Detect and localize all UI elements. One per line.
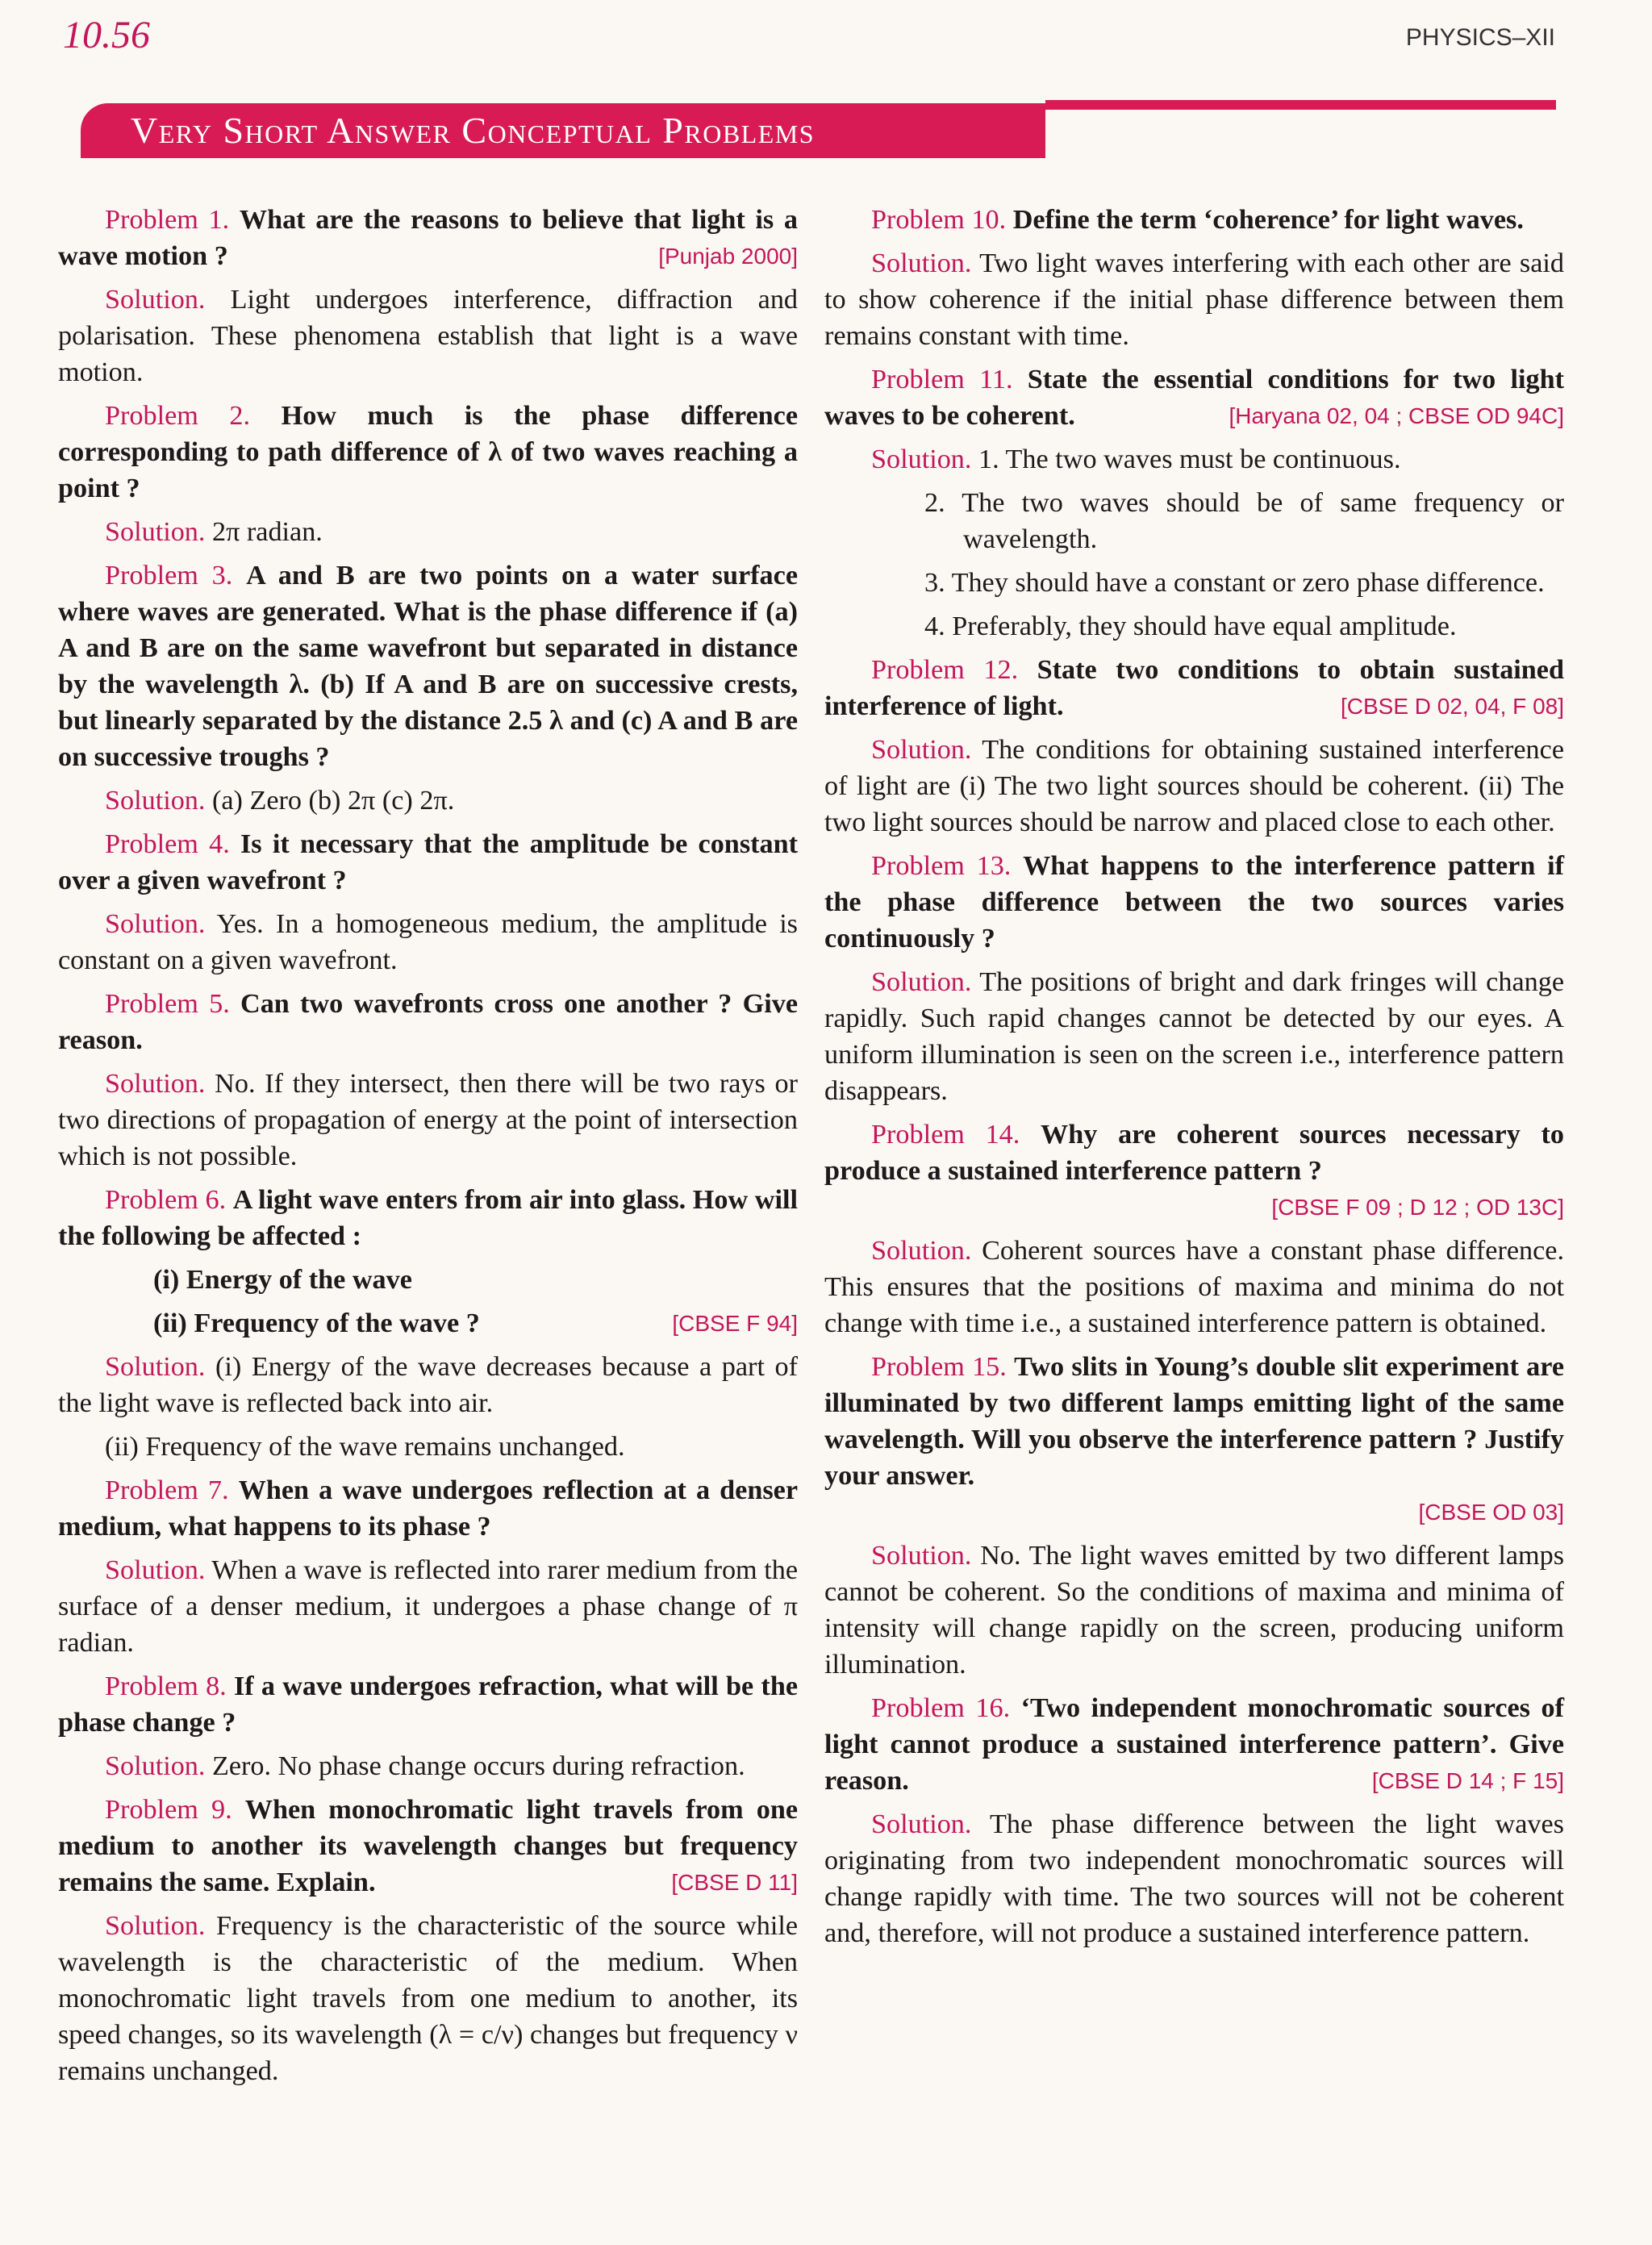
problem-1 bbox=[58, 202, 798, 274]
solution-label: Solution. bbox=[105, 1751, 206, 1781]
solution-label: Solution. bbox=[105, 1911, 206, 1941]
problem-label: Problem 13. bbox=[871, 851, 1012, 881]
right-column bbox=[824, 202, 1564, 1959]
solution-15 bbox=[824, 1538, 1564, 1683]
section-rule bbox=[1045, 100, 1556, 110]
solution-label: Solution. bbox=[871, 1809, 972, 1839]
problem-question: (ii) Frequency of the wave ? bbox=[153, 1308, 480, 1338]
problem-label: Problem 6. bbox=[105, 1185, 227, 1215]
problem-16 bbox=[824, 1690, 1564, 1799]
solution-label: Solution. bbox=[871, 444, 972, 474]
problem-6-part-i: (i) Energy of the wave bbox=[153, 1265, 412, 1295]
problem-label: Problem 11. bbox=[871, 365, 1013, 394]
solution-16 bbox=[824, 1806, 1564, 1951]
problem-reference: [CBSE F 94] bbox=[672, 1311, 798, 1336]
solution-text: Coherent sources have a constant phase difference. This ensures that the positions of maxima and minima do not change with time i.e., a sustained interference pattern is obtained. bbox=[824, 1236, 1564, 1338]
problem-9 bbox=[58, 1792, 798, 1901]
problem-2 bbox=[58, 398, 798, 507]
problem-label: Problem 12. bbox=[871, 655, 1019, 685]
problem-question: A and B are two points on a water surface where waves are generated. What is the phase difference if (a) A and B are on the same wavefront but separated in distance by the wavelength λ. (b) If A and B are on successive crests, but linearly separated by the distance 2.5 λ and (c) A and B are on successive troughs ? bbox=[58, 561, 799, 772]
solution-1 bbox=[58, 282, 798, 390]
solution-text: No. The light waves emitted by two different lamps cannot be coherent. So the conditions of maxima and minima of intensity will change rapidly on the screen, producing uniform illumination. bbox=[824, 1541, 1564, 1680]
problem-question: ‘Two independent monochromatic sources of light cannot produce a sustained interference pattern’. Give reason. bbox=[824, 1693, 1564, 1796]
solution-label: Solution. bbox=[105, 1555, 206, 1585]
problem-question: When monochromatic light travels from one medium to another its wavelength changes but frequency remains the same. Explain. bbox=[58, 1795, 799, 1897]
problem-label: Problem 7. bbox=[105, 1475, 229, 1505]
solution-label: Solution. bbox=[871, 735, 972, 765]
problem-question: Can two wavefronts cross one another ? Give reason. bbox=[58, 989, 798, 1055]
solution-8 bbox=[58, 1748, 798, 1784]
solution-2 bbox=[58, 514, 798, 550]
left-column bbox=[58, 202, 798, 2097]
solution-label: Solution. bbox=[871, 967, 972, 997]
problem-question: Is it necessary that the amplitude be constant over a given wavefront ? bbox=[58, 829, 799, 895]
solution-text: Two light waves interfering with each other are said to show coherence if the initial phase difference between them remains constant with time. bbox=[824, 248, 1565, 351]
solution-text: 1. The two waves must be continuous. bbox=[978, 444, 1401, 474]
problem-reference: [CBSE F 09 ; D 12 ; OD 13C] bbox=[1271, 1195, 1564, 1220]
problem-question: How much is the phase difference corresponding to path difference of λ of two waves reaching a point ? bbox=[58, 401, 799, 503]
problem-label: Problem 9. bbox=[105, 1795, 232, 1825]
solution-text: The positions of bright and dark fringes will change rapidly. Such rapid changes cannot be detected by our eyes. A uniform illumination is seen on the screen i.e., interference pattern disappears. bbox=[824, 967, 1564, 1106]
solution-14 bbox=[824, 1233, 1564, 1342]
solution-label: Solution. bbox=[105, 517, 206, 547]
solution-label: Solution. bbox=[871, 1236, 972, 1266]
problem-label: Problem 3. bbox=[105, 561, 233, 590]
solution-10 bbox=[824, 245, 1564, 354]
solution-text: (a) Zero (b) 2π (c) 2π. bbox=[211, 786, 455, 816]
list-item: 4. Preferably, they should have equal amplitude. bbox=[924, 611, 1457, 641]
problem-question: What are the reasons to believe that light is a wave motion ? bbox=[58, 205, 799, 271]
problem-reference: [Punjab 2000] bbox=[658, 244, 798, 269]
solution-label: Solution. bbox=[871, 1541, 972, 1571]
solution-label: Solution. bbox=[105, 1069, 206, 1099]
problem-question: Why are coherent sources necessary to produce a sustained interference pattern ? bbox=[824, 1120, 1564, 1186]
problem-question: A light wave enters from air into glass. How will the following be affected : bbox=[58, 1185, 798, 1251]
solution-text: (i) Energy of the wave decreases because a part of the light wave is reflected back into air. bbox=[58, 1352, 799, 1418]
solution-text: Zero. No phase change occurs during refraction. bbox=[211, 1751, 745, 1781]
solution-text: When a wave is reflected into rarer medium from the surface of a denser medium, it undergoes a phase change of π radian. bbox=[58, 1555, 798, 1658]
solution-11 bbox=[824, 441, 1564, 478]
problem-4 bbox=[58, 826, 798, 899]
problem-3 bbox=[58, 557, 798, 775]
problem-label: Problem 4. bbox=[105, 829, 230, 859]
solution-label: Solution. bbox=[105, 285, 206, 315]
solution-label: Solution. bbox=[871, 248, 972, 278]
problem-label: Problem 8. bbox=[105, 1671, 227, 1701]
problem-question: What happens to the interference pattern if the phase difference between the two sources varies continuously ? bbox=[824, 851, 1565, 953]
problem-reference: [CBSE D 02, 04, F 08] bbox=[1340, 694, 1564, 719]
problem-question: If a wave undergoes refraction, what will be the phase change ? bbox=[58, 1671, 799, 1738]
problem-7 bbox=[58, 1472, 798, 1545]
problem-question: Two slits in Young’s double slit experiment are illuminated by two different lamps emitting light of the same wavelength. Will you observe the interference pattern ? Justify your answer. bbox=[824, 1352, 1564, 1491]
solution-text: Light undergoes interference, diffraction and polarisation. These phenomena establish that light is a wave motion. bbox=[58, 285, 799, 387]
problem-label: Problem 2. bbox=[105, 401, 251, 431]
problem-12 bbox=[824, 652, 1564, 724]
problem-question: When a wave undergoes reflection at a denser medium, what happens to its phase ? bbox=[58, 1475, 799, 1542]
problem-label: Problem 10. bbox=[871, 205, 1007, 235]
solution-5 bbox=[58, 1066, 798, 1175]
problem-question: State two conditions to obtain sustained interference of light. bbox=[824, 655, 1564, 721]
problem-15 bbox=[824, 1349, 1564, 1530]
solution-4 bbox=[58, 906, 798, 979]
solution-3 bbox=[58, 782, 798, 819]
problem-reference: [Haryana 02, 04 ; CBSE OD 94C] bbox=[1229, 403, 1564, 428]
problem-14 bbox=[824, 1116, 1564, 1225]
problem-question: Define the term ‘coherence’ for light waves. bbox=[1012, 205, 1524, 235]
solution-6-part-ii: (ii) Frequency of the wave remains unchanged. bbox=[105, 1432, 625, 1462]
page-number: 10.56 bbox=[63, 14, 150, 56]
solution-text: No. If they intersect, then there will be two rays or two directions of propagation of energy at the point of intersection which is not possible. bbox=[58, 1069, 798, 1171]
problem-label: Problem 15. bbox=[871, 1352, 1007, 1382]
problem-10 bbox=[824, 202, 1564, 238]
solution-text: The phase difference between the light waves originating from two independent monochromatic sources will change rapidly with time. The two sources will not be coherent and, therefore, will not produce a sustained interference pattern. bbox=[824, 1809, 1564, 1948]
problem-13 bbox=[824, 848, 1564, 957]
problem-8 bbox=[58, 1668, 798, 1741]
solution-6 bbox=[58, 1349, 798, 1421]
solution-label: Solution. bbox=[105, 1352, 206, 1382]
problem-label: Problem 1. bbox=[105, 205, 230, 235]
solution-text: The conditions for obtaining sustained interference of light are (i) The two light sources should be coherent. (ii) The two light sources should be narrow and placed close to each other. bbox=[824, 735, 1564, 837]
solution-text: Yes. In a homogeneous medium, the amplitude is constant on a given wavefront. bbox=[58, 909, 798, 975]
solution-text: Frequency is the characteristic of the source while wavelength is the characteristic of the medium. When monochromatic light travels from one medium to another, its speed changes, so its wavelength (λ = c/ν) changes but frequency ν remains unchanged. bbox=[58, 1911, 799, 2086]
solution-text: 2π radian. bbox=[211, 517, 323, 547]
problem-11 bbox=[824, 361, 1564, 434]
solution-label: Solution. bbox=[105, 786, 206, 816]
problem-5 bbox=[58, 986, 798, 1058]
solution-13 bbox=[824, 964, 1564, 1109]
solution-label: Solution. bbox=[105, 909, 206, 939]
list-item: 3. They should have a constant or zero phase difference. bbox=[924, 568, 1545, 598]
problem-6-part-ii bbox=[58, 1305, 798, 1342]
running-header: PHYSICS–XII bbox=[1405, 24, 1555, 51]
problem-question: State the essential conditions for two light waves to be coherent. bbox=[824, 365, 1564, 431]
problem-reference: [CBSE D 14 ; F 15] bbox=[1371, 1768, 1564, 1793]
problem-label: Problem 16. bbox=[871, 1693, 1011, 1723]
solution-7 bbox=[58, 1552, 798, 1661]
problem-reference: [CBSE D 11] bbox=[671, 1870, 798, 1895]
problem-label: Problem 5. bbox=[105, 989, 230, 1019]
list-item: 2. The two waves should be of same frequency or wavelength. bbox=[924, 488, 1564, 554]
solution-9 bbox=[58, 1908, 798, 2089]
problem-label: Problem 14. bbox=[871, 1120, 1020, 1150]
solution-12 bbox=[824, 732, 1564, 841]
problem-reference: [CBSE OD 03] bbox=[1418, 1500, 1564, 1525]
problem-6 bbox=[58, 1182, 798, 1254]
section-title: Very Short Answer Conceptual Problems bbox=[81, 103, 1045, 158]
